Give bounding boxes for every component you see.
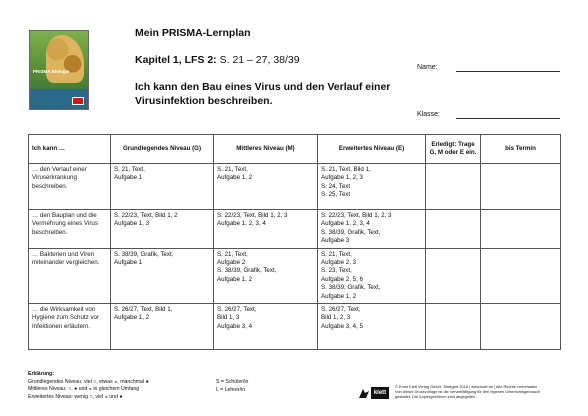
table-row <box>29 210 561 249</box>
chapter-heading <box>135 54 300 66</box>
class-field[interactable] <box>456 118 560 119</box>
book-cover-image <box>29 30 89 110</box>
learning-goal-line-2: Virusinfektion beschreiben. <box>135 95 273 107</box>
learning-goal-line-1: Ich kann den Bau eines Virus und den Verlauf einer <box>135 81 391 93</box>
cell-line: S. 26/27, Text, <box>321 306 361 314</box>
cell-line: Aufgabe 1 <box>114 174 143 182</box>
done-cell[interactable] <box>426 164 481 210</box>
cell-line: S. 22/23, Text, Bild 1, 2, 3 <box>217 212 288 219</box>
publisher-logo-icon <box>72 97 84 105</box>
medium-cell <box>214 210 318 249</box>
advanced-cell <box>318 210 426 249</box>
cell-line: Aufgabe 3, 4 <box>217 322 253 330</box>
done-cell[interactable] <box>426 304 481 350</box>
copyright-notice <box>395 384 560 400</box>
header-done: Erledigt: Trage G, M oder E ein. <box>426 135 481 164</box>
cell-line: S. 26/27, Text, <box>217 306 257 314</box>
cell-line: S. 38/39, Grafik, Text, <box>321 228 381 236</box>
header-basic-level: Grundlegendes Niveau (G) <box>111 135 214 164</box>
cell-line: Aufgabe 2, 5, 6 <box>321 275 363 283</box>
header-medium-level: Mittleres Niveau (M) <box>214 135 318 164</box>
goal-cell: … den Verlauf einer Viruserkrankung beschreiben. <box>29 164 111 210</box>
cell-line: S. 38/39, Grafik, Text, <box>321 284 381 292</box>
advanced-cell <box>318 164 426 210</box>
basic-cell <box>111 164 214 210</box>
cell-line: Aufgabe 3, 4, 5 <box>321 322 363 330</box>
cell-line: Aufgabe 1 <box>114 259 143 267</box>
basic-cell <box>111 304 214 350</box>
name-field[interactable] <box>456 71 560 72</box>
cell-line: Aufgabe 1, 3 <box>114 220 150 228</box>
learning-plan-table <box>28 134 561 350</box>
page-title: Mein PRISMA-Lernplan <box>135 27 251 39</box>
cell-line: Aufgabe 1, 2, 3, 4 <box>217 220 266 228</box>
cell-line: S. 21, Text, <box>114 166 145 173</box>
table-row <box>29 248 561 303</box>
done-cell[interactable] <box>426 210 481 249</box>
cell-line: Aufgabe 1, 2, 3 <box>321 174 363 182</box>
copyright-line: gestattet. Die Kopiergebühren sind abgegolten. <box>395 394 477 400</box>
legend <box>28 371 149 401</box>
cell-line: Aufgabe 1, 2 <box>114 314 150 322</box>
cell-line: Aufgabe 1, 2 <box>321 292 357 300</box>
cell-line: S. 22/23, Text, Bild 1, 2, 3 <box>321 212 392 219</box>
learning-goal <box>135 80 415 108</box>
cell-line: Aufgabe 2, 3 <box>321 259 357 267</box>
abbr-teacher: L = Lehrer/in <box>216 386 246 393</box>
cell-line: Aufgabe 1, 2 <box>217 275 253 283</box>
cell-line: S. 38/39, Grafik, Text, <box>114 250 174 258</box>
cell-line: S. 21, Text, <box>217 250 248 258</box>
table-row <box>29 164 561 210</box>
cell-line: Bild 1, 2, 3 <box>321 314 351 322</box>
legend-title: Erklärung: <box>28 371 54 377</box>
table-row <box>29 304 561 350</box>
table-header-row <box>29 135 561 164</box>
advanced-cell <box>318 304 426 350</box>
copyright-line: © Ernst Klett Verlag GmbH, Stuttgart 2018 | www.klett.de | Alle Rechte vorbehalten <box>395 384 538 389</box>
legend-line: Grundlegendes Niveau, viel ○, etwas ◒, manchmal ● <box>28 378 149 385</box>
cell-line: S. 21, Text, <box>217 166 248 173</box>
medium-cell <box>214 304 318 350</box>
name-label: Name: <box>417 64 438 71</box>
header-deadline: bis Termin <box>481 135 561 164</box>
giraffe-photo <box>46 35 84 83</box>
basic-cell <box>111 210 214 249</box>
chapter-pages: S. 21 – 27, 38/39 <box>219 54 300 66</box>
klett-logo: klett <box>371 387 389 399</box>
goal-cell: … Bakterien und Viren miteinander vergleichen. <box>29 248 111 303</box>
cell-line: S. 21, Text, Bild 1, <box>321 166 371 173</box>
abbreviations <box>216 379 248 394</box>
cell-line: S. 25, Text <box>321 191 351 199</box>
cell-line: Bild 1, 3 <box>217 314 240 322</box>
class-label: Klasse: <box>417 111 440 118</box>
cell-line: S. 22/23, Text, Bild 1, 2 <box>114 212 178 219</box>
legend-line: Erweitertes Niveau: wenig ○, viel ◒ und ● <box>28 393 123 400</box>
deadline-cell[interactable] <box>481 248 561 303</box>
cover-title: PRISMA Biologie <box>33 69 70 74</box>
deadline-cell[interactable] <box>481 210 561 249</box>
advanced-cell <box>318 248 426 303</box>
copyright-line: Von dieser Druckvorlage ist die Vervielfältigung für den eigenen Unterrichtsgebrauch <box>395 389 541 395</box>
cell-line: S. 24, Text <box>321 182 351 190</box>
legend-line: Mittleres Niveau: ○, ● und ◒ in gleichem Umfang <box>28 386 140 393</box>
chapter-label: Kapitel 1, LFS 2: <box>135 54 217 66</box>
deadline-cell[interactable] <box>481 304 561 350</box>
medium-cell <box>214 164 318 210</box>
cell-line: S. 38/39, Grafik, Text, <box>217 267 277 275</box>
cell-line: Aufgabe 2 <box>217 259 246 267</box>
goal-cell: … den Bauplan und die Vermehrung eines Virus beschreiben. <box>29 210 111 249</box>
cell-line: Aufgabe 3 <box>321 237 350 245</box>
klett-emblem-icon <box>358 388 370 399</box>
done-cell[interactable] <box>426 248 481 303</box>
cell-line: Aufgabe 1, 2 <box>217 174 253 182</box>
abbr-student: S = Schüler/in <box>216 379 249 385</box>
cell-line: S. 21, Text, <box>321 250 352 258</box>
header-goal: Ich kann … <box>29 135 111 164</box>
medium-cell <box>214 248 318 303</box>
deadline-cell[interactable] <box>481 164 561 210</box>
cell-line: S. 23, Text, <box>321 267 352 275</box>
header-advanced-level: Erweitertes Niveau (E) <box>318 135 426 164</box>
cell-line: S. 26/27, Text, Bild 1, <box>114 306 173 314</box>
basic-cell <box>111 248 214 303</box>
goal-cell: … die Wirksamkeit von Hygiene zum Schutz vor Infektionen erläutern. <box>29 304 111 350</box>
cell-line: Aufgabe 1, 2, 3, 4 <box>321 220 370 228</box>
